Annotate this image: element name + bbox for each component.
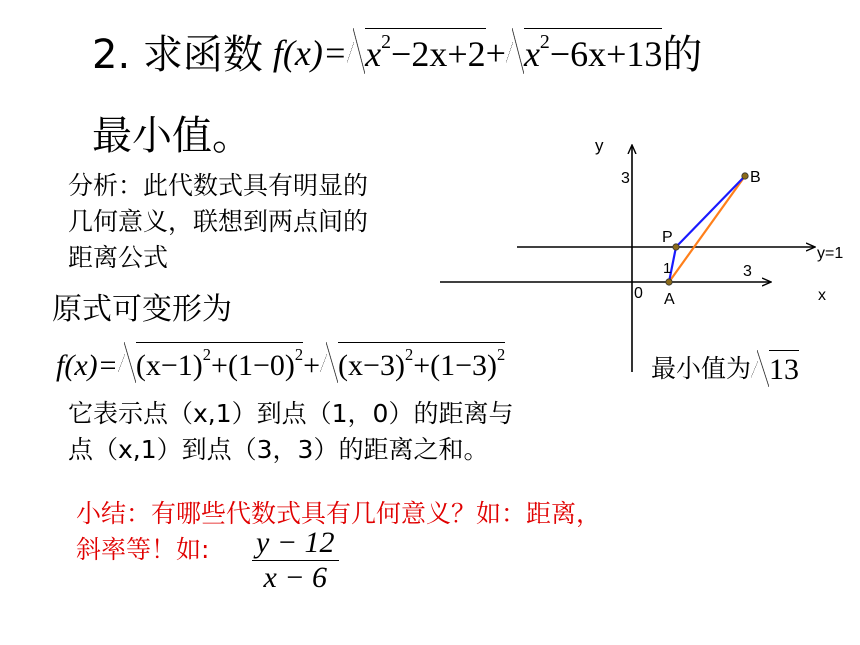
point-B-marker <box>742 173 748 179</box>
title-r1-rest: −2x+2 <box>391 33 486 74</box>
min-value-radical <box>751 350 799 387</box>
segment-AB <box>669 176 745 282</box>
analysis-line1: 分析：此代数式具有明显的 <box>68 171 369 200</box>
line-label: y=1 <box>817 245 844 262</box>
f2-e2: 2 <box>294 345 304 364</box>
analysis-line2: 几何意义，联想到两点间的 <box>68 207 369 236</box>
f2-t2: (x−3) <box>338 348 405 382</box>
summary-line1: 小结：有哪些代数式具有几何意义？如：距离， <box>76 499 602 528</box>
f2-plus: + <box>303 348 321 382</box>
point-P-label: P <box>662 229 673 246</box>
explain-line2: 点（x,1）到点（3，3）的距离之和。 <box>68 435 489 464</box>
title-r2-rest: −6x+13 <box>549 33 663 74</box>
min-value-radicand: 13 <box>769 350 799 387</box>
fraction-denominator: x − 6 <box>263 561 328 594</box>
title-r2-var: x <box>523 33 540 74</box>
f2-p2: +(1−3) <box>413 348 498 382</box>
f2-e3: 2 <box>404 345 414 364</box>
title-prefix: 2. 求函数 <box>92 31 263 78</box>
f2-e1: 2 <box>202 345 212 364</box>
transform-label: 原式可变形为 <box>52 293 232 326</box>
title-r2-exp: 2 <box>539 30 550 53</box>
title-r1-exp: 2 <box>381 30 392 53</box>
summary-line2-text: 斜率等！如: <box>76 535 210 564</box>
tick-1: 1 <box>663 260 672 277</box>
explain-line1: 它表示点（x,1）到点（1，0）的距离与 <box>68 399 514 428</box>
point-A-label: A <box>664 291 675 308</box>
analysis-line3: 距离公式 <box>68 243 169 272</box>
tick-x-3: 3 <box>743 263 752 280</box>
point-A-marker <box>666 279 672 285</box>
title-line2: 最小值。 <box>92 113 252 159</box>
title-suffix: 的 <box>662 31 703 78</box>
title-plus: + <box>485 33 506 74</box>
point-B-label: B <box>750 169 761 186</box>
x-axis-label: x <box>818 287 826 304</box>
tick-y-3: 3 <box>621 170 630 187</box>
f2-t1: (x−1) <box>135 348 203 382</box>
point-P-marker <box>673 244 679 250</box>
fraction-numerator: y − 12 <box>252 526 339 561</box>
f2-p1: +(1−0) <box>211 348 295 382</box>
min-value <box>651 350 799 387</box>
title-r1-var: x <box>365 33 382 74</box>
origin-label: 0 <box>634 285 643 302</box>
f2-e4: 2 <box>497 345 506 364</box>
y-axis-label: y <box>595 136 604 155</box>
min-value-label: 最小值为 <box>651 354 752 383</box>
title-formula-lhs: f(x)= <box>272 33 348 74</box>
f2-lhs: f(x)= <box>56 348 118 382</box>
